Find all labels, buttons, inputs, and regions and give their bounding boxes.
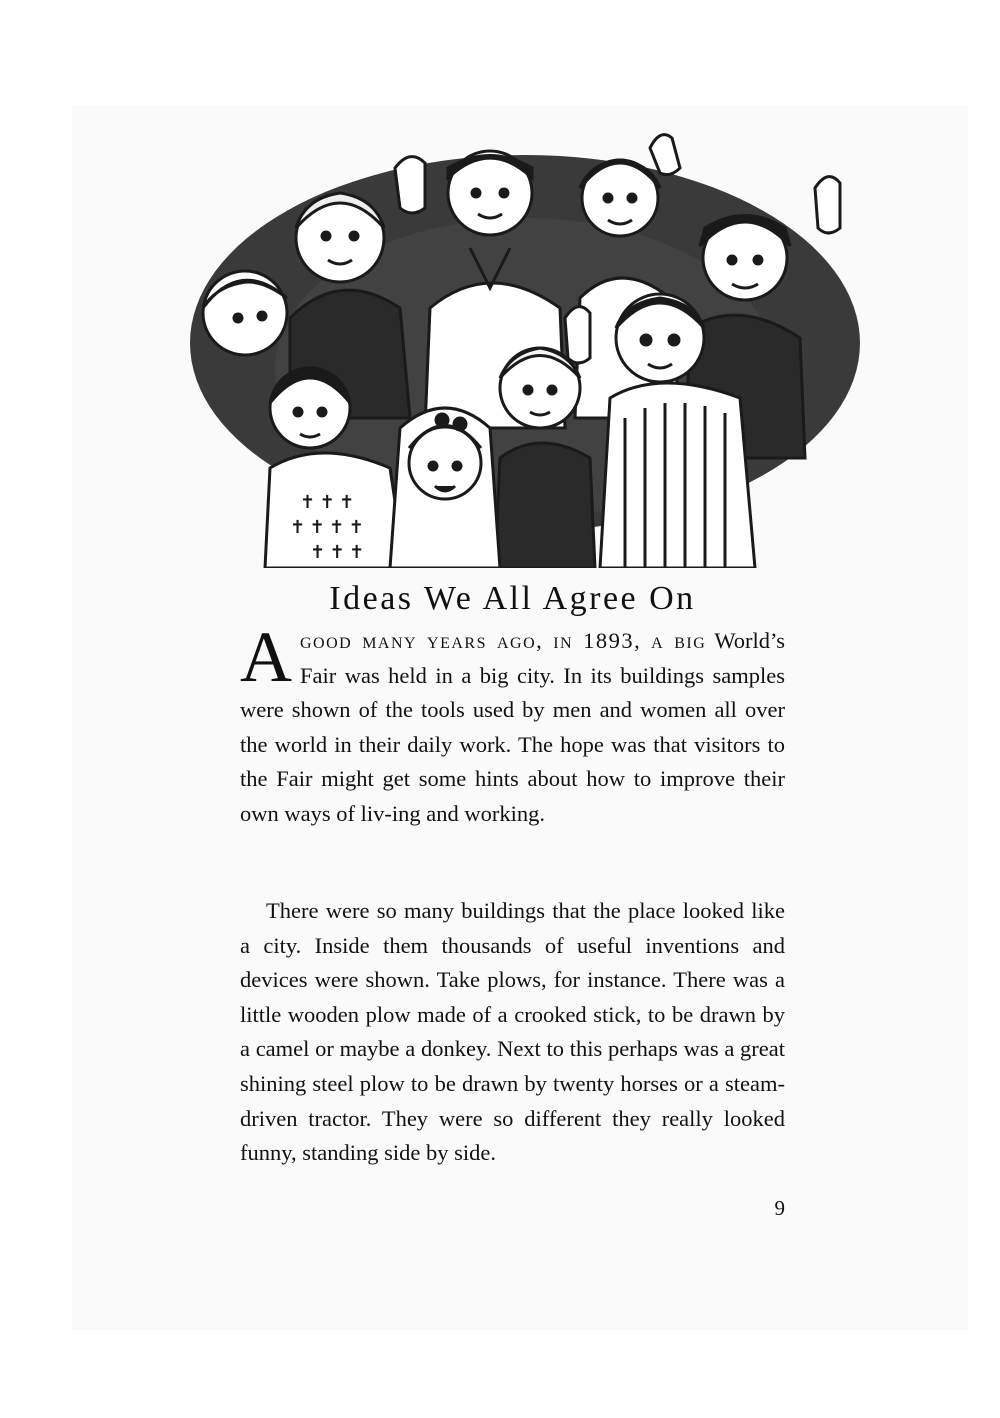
- chapter-title: Ideas We All Agree On: [329, 580, 696, 617]
- body-text: [240, 617, 785, 1171]
- svg-text:✝ ✝ ✝: ✝ ✝ ✝: [310, 542, 365, 562]
- drop-cap: A: [240, 617, 292, 697]
- child-figure: [390, 408, 500, 568]
- paragraph: There were so many buildings that the place looked like a city. Inside them thousands of useful inventions and devices were shown. Take plows, for instance. There was a little wooden plow made of a crooked stick, to be drawn by a camel or maybe a donkey. Next to this perhaps was a great shining steel plow to be drawn by twenty horses or a steam-driven tractor. They were so different they really looked funny, standing side by side.: [240, 898, 785, 1166]
- lead-in-smallcaps: good many years ago, in 1893, a big: [300, 628, 707, 653]
- paragraph-text: World’s Fair was held in a big city. In its buildings samples were shown of the tools used by men and women all over the world in their daily work. The hope was that visitors to the Fair might get some hints about how to improve their own ways of liv-ing and working.: [240, 628, 785, 826]
- svg-text:✝ ✝ ✝ ✝: ✝ ✝ ✝ ✝: [290, 517, 364, 537]
- paragraph: [240, 617, 785, 894]
- svg-text:✝ ✝ ✝: ✝ ✝ ✝: [300, 492, 355, 512]
- page-number: 9: [774, 1196, 785, 1220]
- children-waving-illustration: [180, 128, 860, 568]
- child-figure: [203, 271, 287, 355]
